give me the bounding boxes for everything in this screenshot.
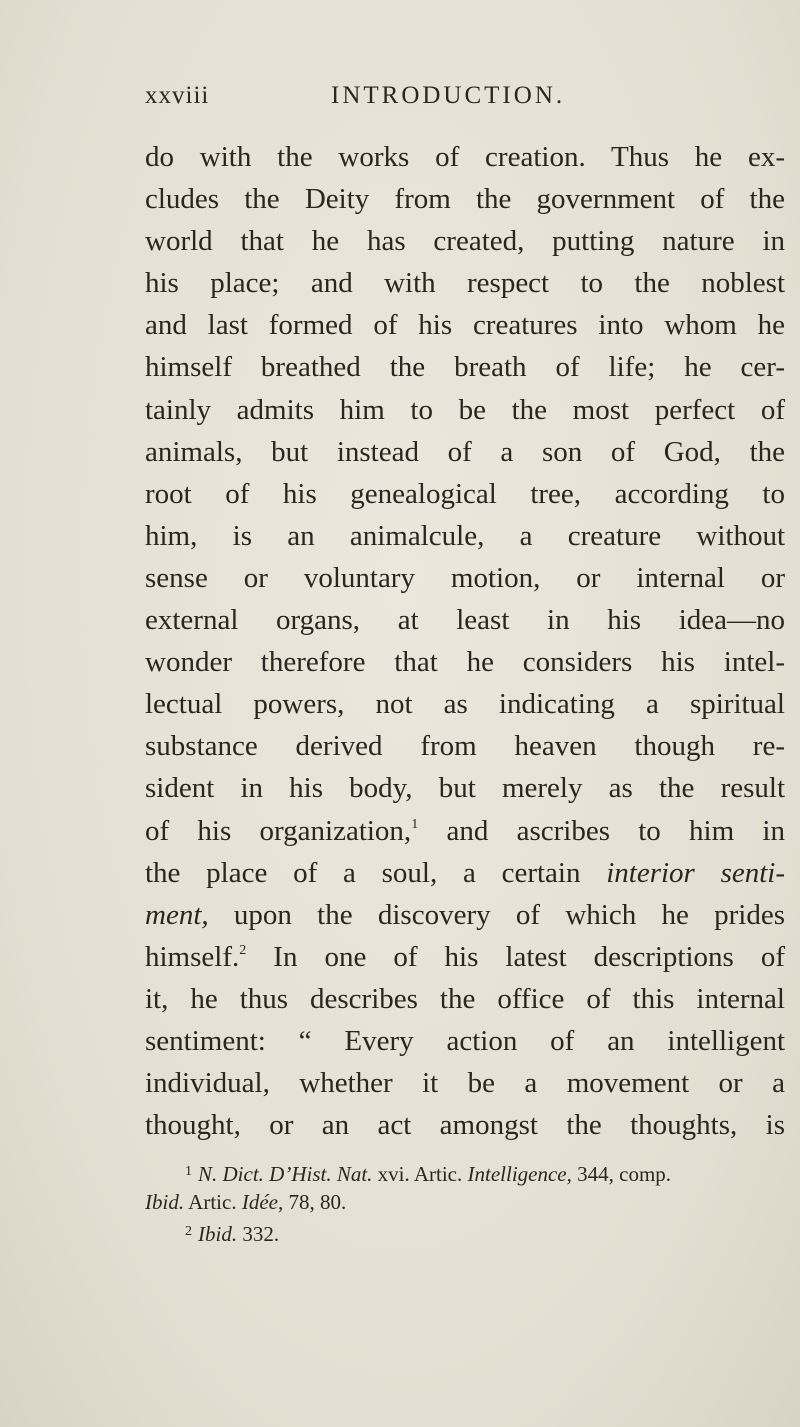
footnote-ref-1: 1 (411, 816, 419, 832)
text-line: and last formed of his creatures into whom he (145, 309, 785, 342)
footnote-marker: 2 (185, 1224, 192, 1239)
text-line (145, 936, 785, 978)
italic-phrase: Ibid. (198, 1222, 238, 1246)
text-segment: 332. (237, 1222, 280, 1246)
text-line: do with the works of creation. Thus he ex- (145, 141, 785, 173)
text-line: sident in his body, but merely as the result (145, 772, 785, 805)
page-number: xxviii (145, 82, 210, 109)
text-line: his place; and with respect to the noblest (145, 267, 785, 300)
text-line: thought, or an act amongst the thoughts, is (145, 1109, 785, 1142)
text-line: himself breathed the breath of life; he cer- (145, 351, 785, 384)
text-line (145, 894, 785, 936)
text-segment: upon the discovery of which he prides (208, 898, 785, 931)
text-segment: xvi. Artic. (372, 1162, 468, 1186)
footnote-marker: 1 (185, 1164, 192, 1179)
text-line: sentiment: “ Every action of an intelligent (145, 1024, 785, 1057)
text-line: wonder therefore that he considers his intel- (145, 646, 785, 679)
footnotes (145, 1157, 785, 1247)
text-line: world that he has created, putting nature in (145, 225, 785, 258)
text-segment: Artic. (184, 1190, 242, 1214)
text-line: individual, whether it be a movement or a (145, 1067, 785, 1100)
text-line: root of his genealogical tree, according to (145, 477, 785, 510)
italic-phrase: Intelligence, (467, 1162, 572, 1186)
text-line: tainly admits him to be the most perfect of (145, 393, 785, 426)
footnote-1 (145, 1157, 785, 1187)
italic-phrase: interior senti- (606, 856, 785, 889)
text-line: animals, but instead of a son of God, the (145, 435, 785, 468)
text-line: external organs, at least in his idea—no (145, 604, 785, 637)
text-segment: In one of his latest descriptions of (246, 940, 785, 973)
body-text (145, 136, 785, 1146)
text-line: substance derived from heaven though re- (145, 730, 785, 763)
footnote-ref-2: 2 (239, 942, 247, 958)
text-segment: and ascribes to him in (418, 814, 785, 847)
text-segment: 344, comp. (571, 1162, 672, 1186)
text-segment: himself. (145, 940, 240, 973)
text-segment: of his organization, (145, 814, 412, 847)
footnote-1-continued (145, 1187, 785, 1217)
text-line: lectual powers, not as indicating a spiritual (145, 688, 785, 721)
italic-phrase: Ibid. (145, 1190, 185, 1214)
text-line: sense or voluntary motion, or internal or (145, 561, 785, 594)
text-line: him, is an animalcule, a creature without (145, 519, 785, 552)
running-head: INTRODUCTION. (331, 82, 566, 109)
italic-phrase: ment, (145, 898, 209, 931)
text-line: it, he thus describes the office of this internal (145, 982, 785, 1015)
italic-phrase: Idée, (241, 1190, 284, 1214)
text-line (145, 810, 785, 852)
footnote-2 (145, 1217, 785, 1247)
text-line: cludes the Deity from the government of the (145, 183, 785, 216)
text-segment: 78, 80. (283, 1190, 347, 1214)
text-segment: the place of a soul, a certain (145, 856, 607, 889)
italic-phrase: N. Dict. D’Hist. Nat. (198, 1162, 373, 1186)
text-line (145, 852, 785, 894)
page-header (145, 82, 775, 122)
